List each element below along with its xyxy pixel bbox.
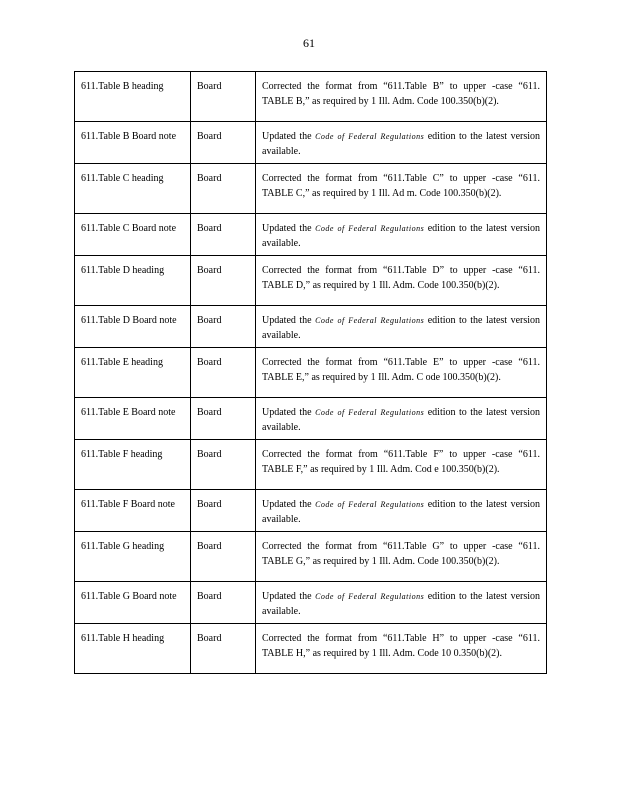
source-cell: Board [191, 256, 256, 306]
section-cell: 611.Table D heading [75, 256, 191, 306]
description-cell [256, 398, 547, 440]
page-number: 61 [303, 36, 315, 50]
description-text: edition to the latest version available. [262, 315, 541, 341]
table-row [75, 582, 547, 624]
description-cell: Corrected the format from “611.Table F” to upper -case “611. TABLE F,” as required by 1 Ill. Adm. Cod e 100.350(b)(2). [256, 440, 547, 490]
description-cell: Corrected the format from “611.Table H” to upper -case “611. TABLE H,” as required by 1 Ill. Adm. Code 10 0.350(b)(2). [256, 624, 547, 674]
description-cell [256, 490, 547, 532]
source-cell: Board [191, 72, 256, 122]
description-cell: Corrected the format from “611.Table B” to upper -case “611. TABLE B,” as required by 1 Ill. Adm. Code 100.350(b)(2). [256, 72, 547, 122]
source-cell: Board [191, 122, 256, 164]
description-text: Updated the [262, 131, 316, 142]
source-cell: Board [191, 398, 256, 440]
section-cell: 611.Table B heading [75, 72, 191, 122]
source-cell: Board [191, 440, 256, 490]
section-cell: 611.Table G heading [75, 532, 191, 582]
section-cell: 611.Table H heading [75, 624, 191, 674]
source-cell: Board [191, 532, 256, 582]
table-row [75, 122, 547, 164]
cfr-title: Code of Federal Regulations [315, 132, 425, 141]
cfr-title: Code of Federal Regulations [315, 316, 425, 325]
description-cell: Corrected the format from “611.Table D” to upper -case “611. TABLE D,” as required by 1 Ill. Adm. Code 100.350(b)(2). [256, 256, 547, 306]
description-cell [256, 214, 547, 256]
table-row [75, 398, 547, 440]
section-cell: 611.Table F heading [75, 440, 191, 490]
section-cell: 611.Table F Board note [75, 490, 191, 532]
source-cell: Board [191, 348, 256, 398]
section-cell: 611.Table G Board note [75, 582, 191, 624]
description-text: edition to the latest version available. [262, 591, 541, 617]
description-cell: Corrected the format from “611.Table E” to upper -case “611. TABLE E,” as required by 1 Ill. Adm. C ode 100.350(b)(2). [256, 348, 547, 398]
table-row [75, 164, 547, 214]
section-cell: 611.Table C Board note [75, 214, 191, 256]
section-cell: 611.Table B Board note [75, 122, 191, 164]
changes-table-body [75, 72, 547, 674]
table-row [75, 256, 547, 306]
changes-table [74, 71, 547, 674]
section-cell: 611.Table E Board note [75, 398, 191, 440]
table-row [75, 490, 547, 532]
table-row [75, 306, 547, 348]
description-cell: Corrected the format from “611.Table G” to upper -case “611. TABLE G,” as required by 1 Ill. Adm. Code 100.350(b)(2). [256, 532, 547, 582]
description-text: Updated the [262, 315, 316, 326]
table-row [75, 72, 547, 122]
table-row [75, 624, 547, 674]
description-cell: Corrected the format from “611.Table C” to upper -case “611. TABLE C,” as required by 1 Ill. Ad m. Code 100.350(b)(2). [256, 164, 547, 214]
cfr-title: Code of Federal Regulations [315, 500, 425, 509]
description-text: edition to the latest version available. [262, 223, 541, 249]
cfr-title: Code of Federal Regulations [315, 408, 425, 417]
source-cell: Board [191, 582, 256, 624]
description-cell [256, 582, 547, 624]
source-cell: Board [191, 490, 256, 532]
section-cell: 611.Table C heading [75, 164, 191, 214]
description-text: edition to the latest version available. [262, 131, 541, 157]
description-cell [256, 306, 547, 348]
source-cell: Board [191, 164, 256, 214]
description-text: edition to the latest version available. [262, 407, 541, 433]
table-row [75, 440, 547, 490]
cfr-title: Code of Federal Regulations [315, 592, 425, 601]
description-text: Updated the [262, 591, 316, 602]
description-cell [256, 122, 547, 164]
source-cell: Board [191, 306, 256, 348]
section-cell: 611.Table E heading [75, 348, 191, 398]
source-cell: Board [191, 624, 256, 674]
table-row [75, 532, 547, 582]
table-row [75, 214, 547, 256]
source-cell: Board [191, 214, 256, 256]
description-text: Updated the [262, 223, 316, 234]
description-text: edition to the latest version available. [262, 499, 541, 525]
cfr-title: Code of Federal Regulations [315, 224, 425, 233]
description-text: Updated the [262, 407, 316, 418]
table-row [75, 348, 547, 398]
description-text: Updated the [262, 499, 316, 510]
section-cell: 611.Table D Board note [75, 306, 191, 348]
